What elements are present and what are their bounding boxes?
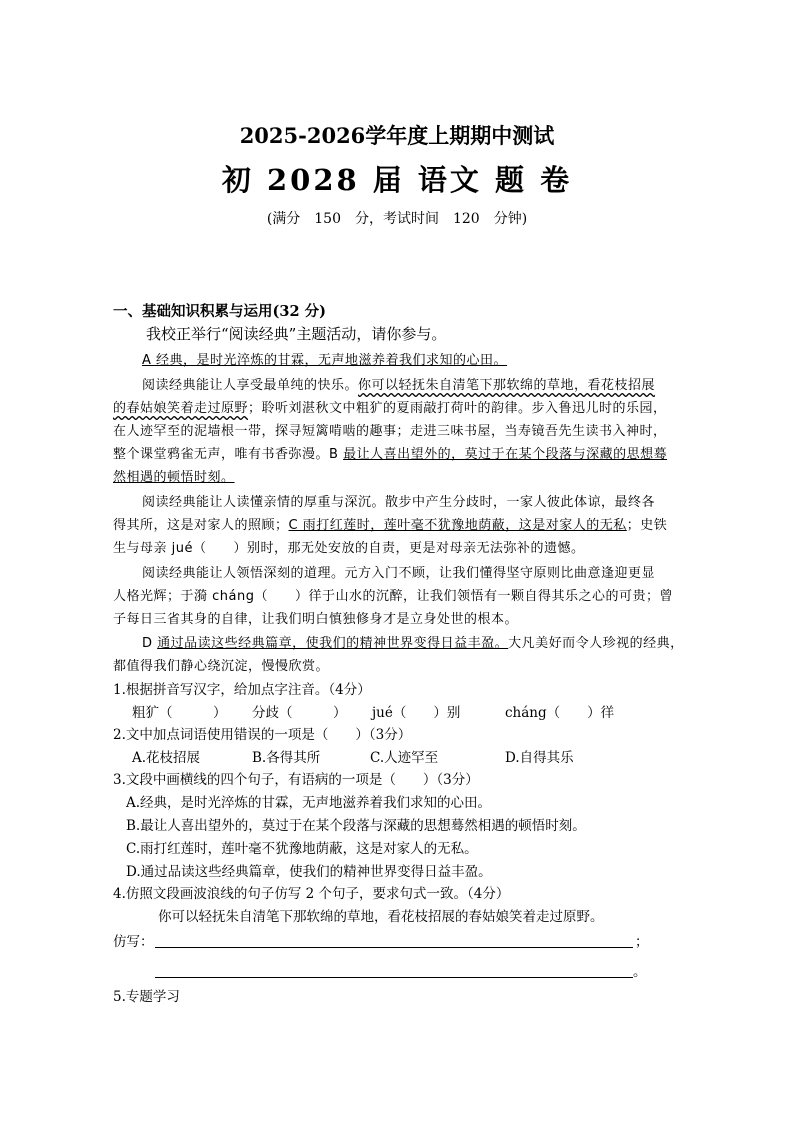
q3-option-c: C.雨打红莲时，莲叶毫不犹豫地荫蔽，这是对家人的无私。 bbox=[126, 841, 478, 857]
q1-item-d: cháng（ ）徉 bbox=[505, 705, 615, 721]
wavy-sentence: 你可以轻抚朱自清笔下那软绵的草地，看花枝招展 bbox=[358, 378, 656, 393]
q4-sample-sentence: 你可以轻抚朱自清笔下那软绵的草地，看花枝招展的春姑娘笑着走过原野。 bbox=[158, 909, 604, 925]
passage-line: 阅读经典能让人读懂亲情的厚重与深沉。散步中产生分歧时，一家人彼此体谅，最终各 bbox=[142, 495, 656, 510]
section-heading: 一、基础知识积累与运用(32 分) bbox=[113, 303, 326, 320]
passage-line: 人格光辉；于漪 cháng（ ）徉于山水的沉醉，让我们领悟有一颗自得其乐之心的可贵；曾 bbox=[113, 589, 673, 604]
exam-subtitle: 初 2028 届 语文 题 卷 bbox=[221, 163, 573, 197]
passage-line: 在人迹罕至的泥墙根一带，探寻短篱啃啮的趣事；走进三味书屋，当寿镜吾先生读书入神时， bbox=[113, 424, 667, 439]
answer-line-1[interactable] bbox=[155, 947, 633, 948]
question-5: 5.专题学习 bbox=[113, 989, 180, 1005]
question-4: 4.仿照文段画波浪线的句子仿写 2 个句子，要求句式一致。（4分） bbox=[113, 886, 510, 902]
q3-option-b: B.最让人喜出望外的，莫过于在某个段落与深藏的思想蓦然相遇的顿悟时刻。 bbox=[126, 818, 586, 834]
passage-line: A 经典，是时光淬炼的甘霖，无声地滋养着我们求知的心田。 bbox=[142, 353, 508, 368]
passage-line: 生与母亲 jué（ ）别时，那无处安放的自责，更是对母亲无法弥补的遗憾。 bbox=[113, 541, 585, 556]
q4-answer-label: 仿写： bbox=[113, 934, 154, 950]
passage-line: 得其所，这是对家人的照顾；C 雨打红莲时，莲叶毫不犹豫地荫蔽，这是对家人的无私；史铁 bbox=[113, 518, 668, 533]
passage-line: 子每日三省其身的自律，让我们明白慎独修身才是立身处世的根本。 bbox=[113, 612, 519, 627]
passage-line: 然相遇的顿悟时刻。 bbox=[113, 470, 235, 485]
q2-option-c: C.人迹罕至 bbox=[370, 750, 439, 766]
passage-line: D 通过品读这些经典篇章，使我们的精神世界变得日益丰盈。大凡美好而令人珍视的经典， bbox=[142, 636, 684, 651]
answer-line-2[interactable] bbox=[155, 977, 633, 978]
q4-end-2: 。 bbox=[633, 964, 647, 980]
q2-option-a: A.花枝招展 bbox=[132, 750, 201, 766]
passage-line: 的春姑娘笑着走过原野；聆听刘湛秋文中粗犷的夏雨敲打荷叶的韵律。步入鲁迅儿时的乐园， bbox=[113, 401, 667, 416]
passage-line: 阅读经典能让人享受最单纯的快乐。你可以轻抚朱自清笔下那软绵的草地，看花枝招展 bbox=[142, 378, 656, 393]
question-3: 3.文段中画横线的四个句子，有语病的一项是（ ）（3分） bbox=[113, 772, 479, 788]
q3-option-d: D.通过品读这些经典篇章，使我们的精神世界变得日益丰盈。 bbox=[126, 864, 492, 880]
question-1: 1.根据拼音写汉字，给加点字注音。（4分） bbox=[113, 682, 371, 698]
passage-line: 都值得我们静心绕沉淀，慢慢欣赏。 bbox=[113, 659, 330, 674]
q1-item-a: 粗犷（ ） bbox=[132, 705, 227, 721]
q1-item-c: jué（ ）别 bbox=[372, 705, 461, 721]
exam-title: 2025-2026学年度上期期中测试 bbox=[239, 123, 555, 148]
passage-line: 整个课堂鸦雀无声，唯有书香弥漫。B 最让人喜出望外的，莫过于在某个段落与深藏的思想蓦 bbox=[113, 447, 668, 462]
section-intro: 我校正举行“阅读经典”主题活动，请你参与。 bbox=[146, 325, 447, 343]
question-2: 2.文中加点词语使用错误的一项是（ ）（3分） bbox=[113, 727, 412, 743]
passage-line: 阅读经典能让人领悟深刻的道理。元方入门不顾，让我们懂得坚守原则比曲意逢迎更显 bbox=[142, 566, 656, 581]
q2-option-d: D.自得其乐 bbox=[505, 750, 574, 766]
q1-item-b: 分歧（ ） bbox=[252, 705, 347, 721]
wavy-sentence: 的春姑娘笑着走过原野 bbox=[113, 401, 249, 416]
exam-info: (满分 150 分，考试时间 120 分钟) bbox=[266, 211, 528, 227]
q3-option-a: A.经典，是时光淬炼的甘霖，无声地滋养着我们求知的心田。 bbox=[126, 795, 492, 811]
q4-end-1: ； bbox=[635, 934, 649, 950]
q2-option-b: B.各得其所 bbox=[252, 750, 321, 766]
